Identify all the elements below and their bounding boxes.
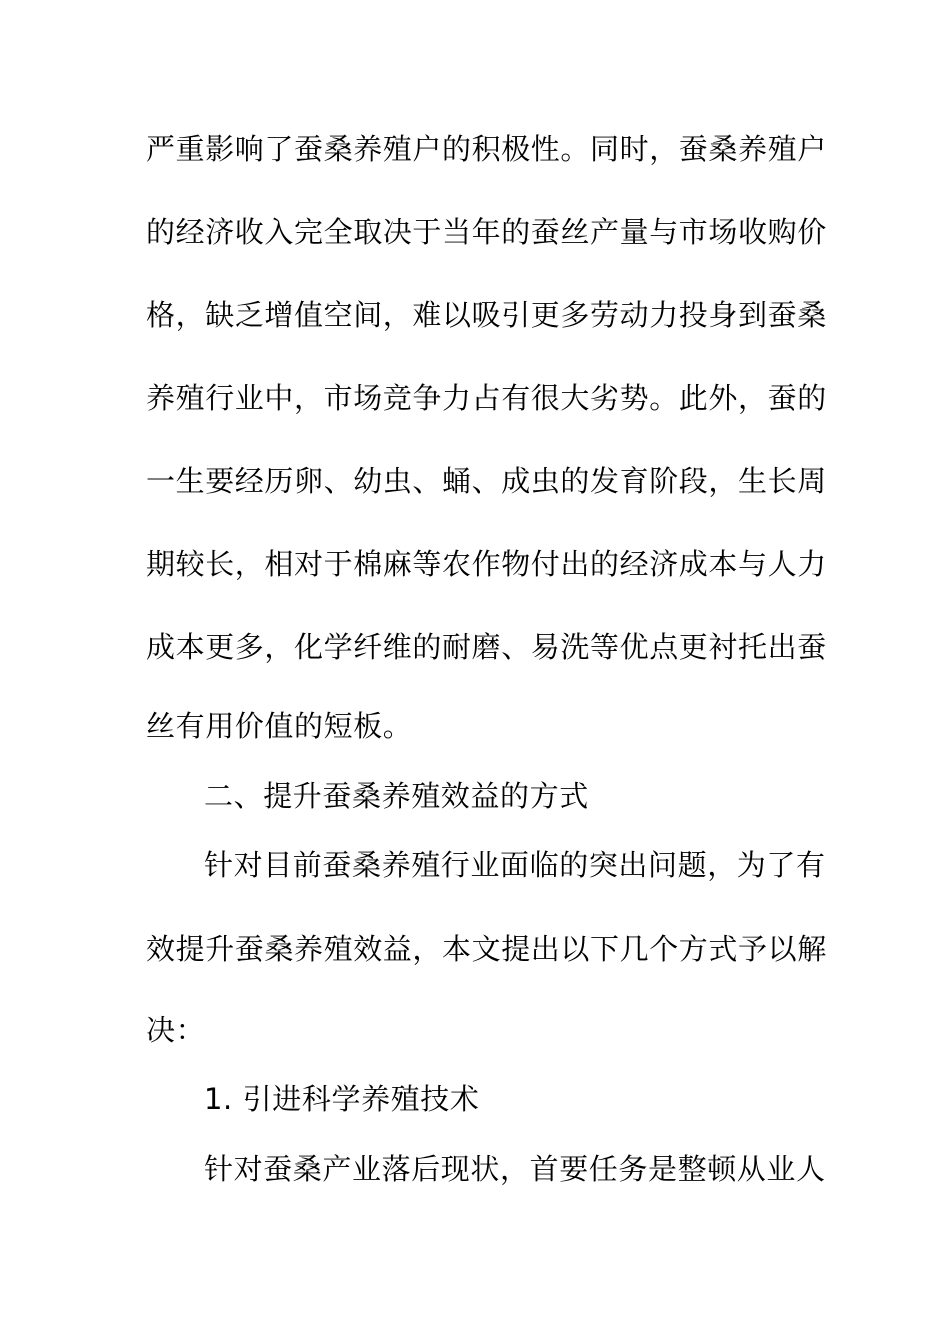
paragraph-line: 一生要经历卵、幼虫、蛹、成虫的发育阶段，生长周 <box>146 464 827 498</box>
paragraph-line: 针对蚕桑产业落后现状，首要任务是整顿从业人 <box>204 1152 826 1186</box>
paragraph-line: 的经济收入完全取决于当年的蚕丝产量与市场收购价 <box>146 215 827 249</box>
paragraph-line: 养殖行业中，市场竞争力占有很大劣势。此外，蚕的 <box>146 381 827 415</box>
paragraph-line: 严重影响了蚕桑养殖户的积极性。同时，蚕桑养殖户 <box>146 132 827 166</box>
section-heading: 二、提升蚕桑养殖效益的方式 <box>204 779 589 813</box>
subsection-heading: 1. 引进科学养殖技术 <box>204 1082 480 1116</box>
paragraph-line: 丝有用价值的短板。 <box>146 709 413 743</box>
paragraph-line: 成本更多，化学纤维的耐磨、易洗等优点更衬托出蚕 <box>146 630 827 664</box>
paragraph-line: 格，缺乏增值空间，难以吸引更多劳动力投身到蚕桑 <box>146 298 827 332</box>
paragraph-line: 效提升蚕桑养殖效益，本文提出以下几个方式予以解 <box>146 932 827 966</box>
paragraph-line: 针对目前蚕桑养殖行业面临的突出问题，为了有 <box>204 848 826 882</box>
paragraph-line: 期较长，相对于棉麻等农作物付出的经济成本与人力 <box>146 547 827 581</box>
paragraph-line: 决： <box>146 1013 206 1047</box>
